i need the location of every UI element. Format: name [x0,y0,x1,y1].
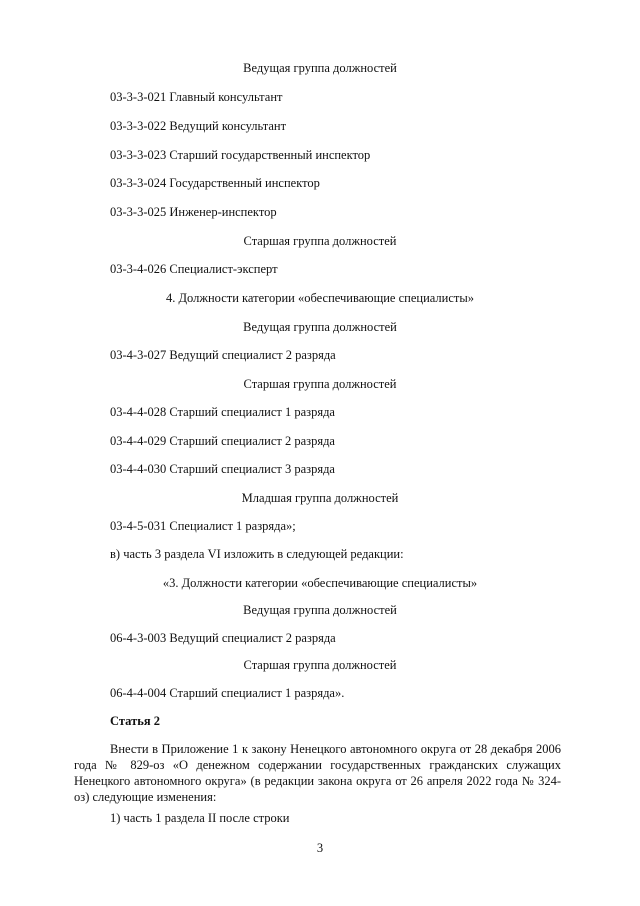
position-line: 03-3-3-025 Инженер-инспектор [110,205,277,219]
article-paragraph: Внести в Приложение 1 к закону Ненецкого автономного округа от 28 декабря 2006 года № 829-оз «О денежном содержании государственных гражданских служащих Ненецкого автономного округа» (в редакции закона округа от 26 апреля 2022 года № 324-оз) следующие изменения: [74,742,561,804]
page-number: 3 [316,841,324,855]
position-line: 03-3-3-023 Старший государственный инспектор [110,148,371,162]
group-heading-junior: Младшая группа должностей [241,491,399,505]
position-line: 06-4-3-003 Ведущий специалист 2 разряда [110,631,336,645]
group-heading-lead: Ведущая группа должностей [243,320,397,334]
group-heading-senior: Старшая группа должностей [243,234,397,248]
category-heading: 4. Должности категории «обеспечивающие специалисты» [165,291,475,305]
position-line: 03-4-3-027 Ведущий специалист 2 разряда [110,348,336,362]
position-line: 03-3-3-024 Государственный инспектор [110,176,320,190]
amendment-item: в) часть 3 раздела VI изложить в следующей редакции: [110,547,404,561]
group-heading-senior: Старшая группа должностей [243,658,397,672]
group-heading-lead: Ведущая группа должностей [243,603,397,617]
position-line: 03-4-5-031 Специалист 1 разряда»; [110,519,296,533]
article-heading: Статья 2 [110,714,160,728]
group-heading-senior: Старшая группа должностей [243,377,397,391]
position-line: 03-3-4-026 Специалист-эксперт [110,262,278,276]
position-line: 06-4-4-004 Старший специалист 1 разряда». [110,686,345,700]
category-heading: «3. Должности категории «обеспечивающие специалисты» [162,576,478,590]
position-line: 03-4-4-028 Старший специалист 1 разряда [110,405,335,419]
position-line: 03-4-4-030 Старший специалист 3 разряда [110,462,335,476]
group-heading-lead: Ведущая группа должностей [243,61,397,75]
position-line: 03-4-4-029 Старший специалист 2 разряда [110,434,335,448]
position-line: 03-3-3-022 Ведущий консультант [110,119,287,133]
amendment-item: 1) часть 1 раздела II после строки [110,811,290,825]
position-line: 03-3-3-021 Главный консультант [110,90,283,104]
